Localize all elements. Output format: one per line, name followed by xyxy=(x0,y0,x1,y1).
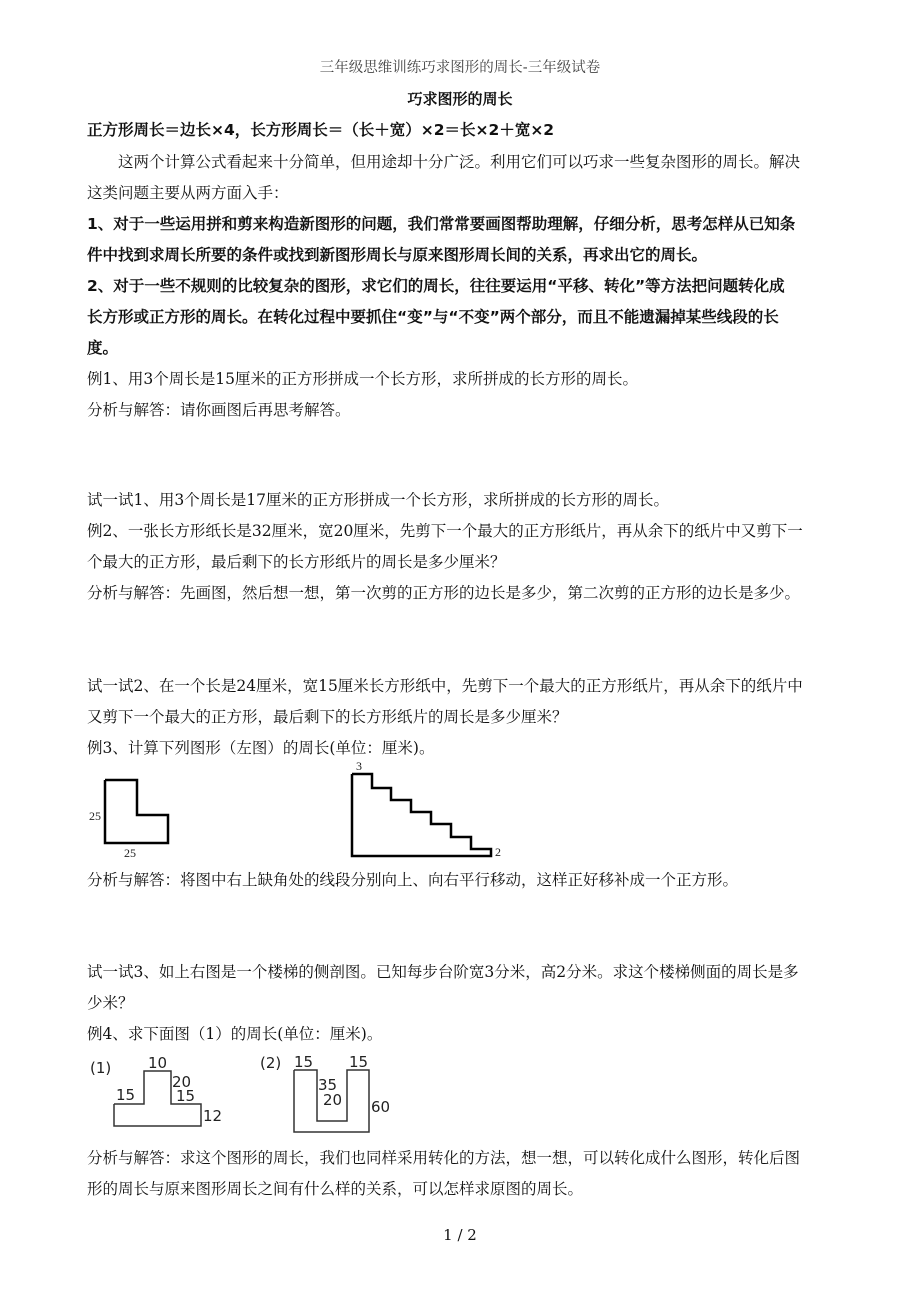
intro-paragraph-line-2: 这类问题主要从两方面入手： xyxy=(87,184,289,202)
try-3-line-2: 少米？ xyxy=(87,994,134,1012)
example-1-answer: 分析与解答：请你画图后再思考解答。 xyxy=(87,401,351,419)
figure-1-top-label: 10 xyxy=(148,1054,168,1072)
point-2-line-2: 长方形或正方形的周长。在转化过程中要抓住“变”与“不变”两个部分，而且不能遗漏掉某些线段的长 xyxy=(87,308,779,326)
figure-1-right-side-label: 12 xyxy=(203,1107,223,1125)
example-1: 例1、用3个周长是15厘米的正方形拼成一个长方形，求所拼成的长方形的周长。 xyxy=(87,370,638,388)
l-shape-bottom-label: 25 xyxy=(124,846,136,860)
page-number: 1 / 2 xyxy=(443,1226,477,1244)
point-2-line-1: 2、对于一些不规则的比较复杂的图形，求它们的周长，往往要运用“平移、转化”等方法把问题转化成 xyxy=(87,277,785,295)
figure-2-top-left-label: 15 xyxy=(294,1053,314,1071)
example-3: 例3、计算下列图形（左图）的周长(单位：厘米)。 xyxy=(87,739,435,757)
example-2-line-2: 个最大的正方形，最后剩下的长方形纸片的周长是多少厘米？ xyxy=(87,553,506,571)
staircase-right-label: 2 xyxy=(495,845,501,859)
staircase-figure xyxy=(352,759,501,859)
example-2-answer: 分析与解答：先画图，然后想一想，第一次剪的正方形的边长是多少，第二次剪的正方形的边长是多少。 xyxy=(87,584,801,602)
figure-2-tag: (2) xyxy=(260,1054,282,1072)
example-2-line-1: 例2、一张长方形纸长是32厘米，宽20厘米，先剪下一个最大的正方形纸片，再从余下的纸片中又剪下一 xyxy=(87,522,803,540)
figure-1-right-upper-label: 20 xyxy=(172,1073,192,1091)
figure-2-right-side-label: 60 xyxy=(371,1098,391,1116)
document-header: 三年级思维训练巧求图形的周长-三年级试卷 xyxy=(319,60,601,76)
try-2-line-2: 又剪下一个最大的正方形，最后剩下的长方形纸片的周长是多少厘米？ xyxy=(87,708,568,726)
figure-1-right-step-label: 15 xyxy=(176,1087,196,1105)
figure-1 xyxy=(90,1054,222,1126)
try-1: 试一试1、用3个周长是17厘米的正方形拼成一个长方形，求所拼成的长方形的周长。 xyxy=(87,491,669,509)
l-shape-figure xyxy=(89,780,168,860)
example-4: 例4、求下面图（1）的周长(单位：厘米)。 xyxy=(87,1025,383,1043)
example-4-answer-line-2: 形的周长与原来图形周长之间有什么样的关系，可以怎样求原图的周长。 xyxy=(87,1180,584,1198)
example-3-answer: 分析与解答：将图中右上缺角处的线段分别向上、向右平行移动，这样正好移补成一个正方形。 xyxy=(87,871,739,889)
figure-2 xyxy=(260,1053,390,1132)
try-2-line-1: 试一试2、在一个长是24厘米，宽15厘米长方形纸中，先剪下一个最大的正方形纸片，再从余下的纸片中 xyxy=(87,677,803,695)
intro-paragraph-line-1: 这两个计算公式看起来十分简单，但用途却十分广泛。利用它们可以巧求一些复杂图形的周长。解决 xyxy=(118,153,801,171)
figure-1-left-step-label: 15 xyxy=(116,1086,136,1104)
formula-line: 正方形周长＝边长×4，长方形周长＝（长＋宽）×2＝长×2＋宽×2 xyxy=(87,121,555,139)
example-4-answer-line-1: 分析与解答：求这个图形的周长，我们也同样采用转化的方法，想一想，可以转化成什么图形，转化后图 xyxy=(87,1149,801,1167)
figure-2-inner-width-label: 20 xyxy=(323,1091,343,1109)
figure-2-inner-depth-label: 35 xyxy=(318,1076,338,1094)
point-1-line-1: 1、对于一些运用拼和剪来构造新图形的问题，我们常常要画图帮助理解，仔细分析，思考怎样从已知条 xyxy=(87,215,796,233)
l-shape-left-label: 25 xyxy=(89,809,101,823)
figure-2-top-right-label: 15 xyxy=(349,1053,369,1071)
figure-1-tag: (1) xyxy=(90,1059,112,1077)
staircase-top-label: 3 xyxy=(356,759,362,773)
try-3-line-1: 试一试3、如上右图是一个楼梯的侧剖图。已知每步台阶宽3分米，高2分米。求这个楼梯侧面的周长是多 xyxy=(87,963,799,981)
page-title: 巧求图形的周长 xyxy=(407,90,513,108)
point-1-line-2: 件中找到求周长所要的条件或找到新图形周长与原来图形周长间的关系，再求出它的周长。 xyxy=(87,246,708,264)
point-2-line-3: 度。 xyxy=(87,339,119,357)
